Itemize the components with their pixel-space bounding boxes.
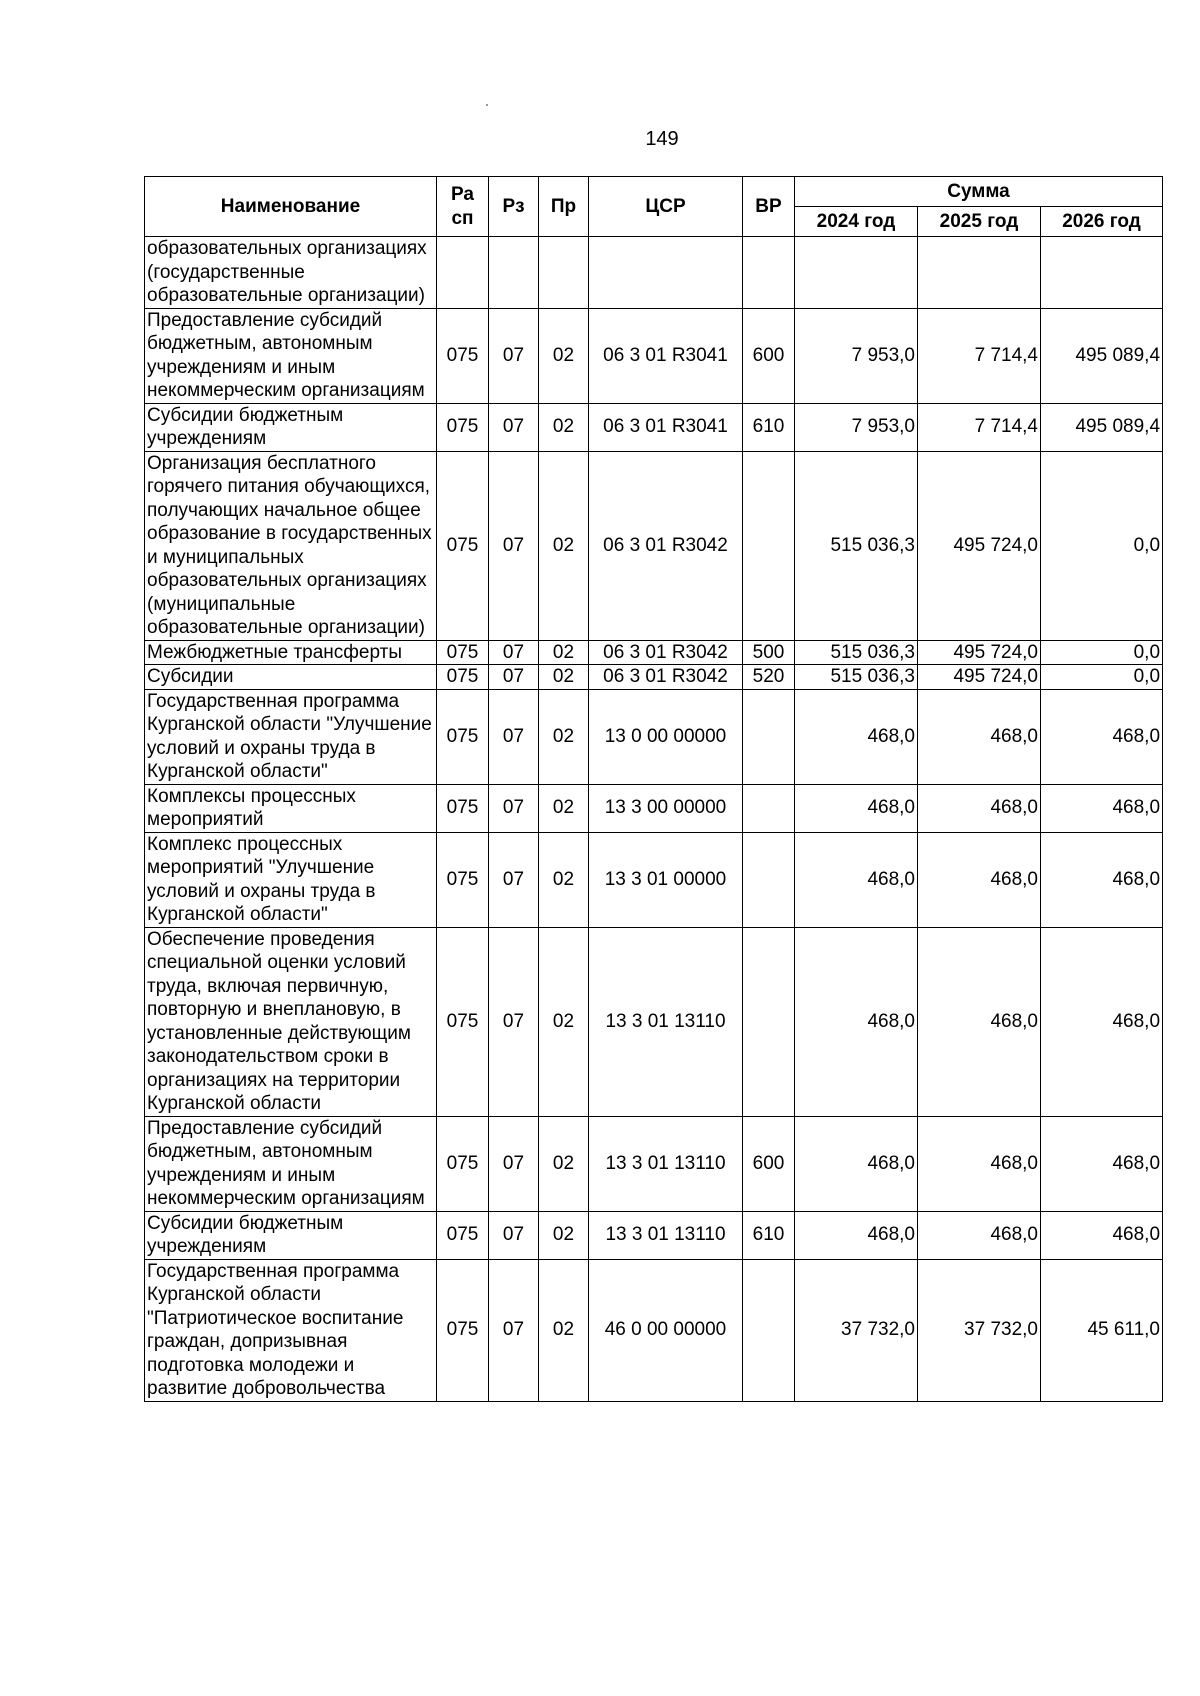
header-rasp: Ра сп (437, 177, 489, 237)
cell-rasp: 075 (437, 1116, 489, 1211)
cell-2026 (1041, 237, 1163, 309)
cell-2026: 468,0 (1041, 1211, 1163, 1259)
cell-csr: 13 3 01 13110 (589, 1116, 743, 1211)
cell-2026: 468,0 (1041, 927, 1163, 1116)
cell-2024: 515 036,3 (795, 640, 918, 665)
cell-2025: 468,0 (918, 1116, 1041, 1211)
table-row (145, 689, 1163, 784)
table-row (145, 1116, 1163, 1211)
cell-2025: 468,0 (918, 832, 1041, 927)
cell-vr: 600 (743, 1116, 795, 1211)
cell-vr (743, 451, 795, 640)
cell-name: Организация бесплатного горячего питания обучающихся, получающих начальное общее образование в государственных и муниципальных образовательных организациях (муниципальные образовательные организации) (145, 451, 437, 640)
cell-rz: 07 (489, 451, 539, 640)
cell-vr (743, 927, 795, 1116)
table-row (145, 1259, 1163, 1401)
cell-name: Межбюджетные трансферты (145, 640, 437, 665)
cell-2026: 495 089,4 (1041, 308, 1163, 403)
cell-csr: 13 3 01 13110 (589, 1211, 743, 1259)
header-sum: Сумма (795, 177, 1163, 207)
cell-csr: 13 3 01 00000 (589, 832, 743, 927)
cell-rz: 07 (489, 640, 539, 665)
table-row (145, 1211, 1163, 1259)
cell-2024: 515 036,3 (795, 451, 918, 640)
table-body (145, 237, 1163, 1402)
cell-rz: 07 (489, 927, 539, 1116)
cell-2026: 0,0 (1041, 665, 1163, 690)
cell-name: Комплексы процессных мероприятий (145, 784, 437, 832)
cell-name: Комплекс процессных мероприятий "Улучшение условий и охраны труда в Курганской области" (145, 832, 437, 927)
cell-2024: 468,0 (795, 927, 918, 1116)
cell-rz: 07 (489, 403, 539, 451)
cell-2025: 495 724,0 (918, 640, 1041, 665)
cell-2025: 37 732,0 (918, 1259, 1041, 1401)
cell-2024: 37 732,0 (795, 1259, 918, 1401)
cell-rz: 07 (489, 1211, 539, 1259)
cell-rasp: 075 (437, 1211, 489, 1259)
cell-2024: 7 953,0 (795, 403, 918, 451)
table-row (145, 308, 1163, 403)
cell-csr: 06 3 01 R3042 (589, 665, 743, 690)
cell-2025: 7 714,4 (918, 403, 1041, 451)
cell-name: Государственная программа Курганской области "Патриотическое воспитание граждан, допризывная подготовка молодежи и развитие добровольчества (145, 1259, 437, 1401)
cell-2025: 495 724,0 (918, 665, 1041, 690)
cell-name: Предоставление субсидий бюджетным, автономным учреждениям и иным некоммерческим организациям (145, 1116, 437, 1211)
cell-rasp: 075 (437, 689, 489, 784)
cell-csr: 46 0 00 00000 (589, 1259, 743, 1401)
cell-2026: 468,0 (1041, 689, 1163, 784)
cell-2025: 468,0 (918, 784, 1041, 832)
cell-rz: 07 (489, 689, 539, 784)
table-row (145, 640, 1163, 665)
cell-pr: 02 (539, 927, 589, 1116)
cell-vr: 610 (743, 403, 795, 451)
cell-name: образовательных организациях (государственные образовательные организации) (145, 237, 437, 309)
cell-vr: 500 (743, 640, 795, 665)
budget-table (144, 176, 1163, 1402)
cell-2025: 7 714,4 (918, 308, 1041, 403)
cell-rasp: 075 (437, 403, 489, 451)
cell-csr: 06 3 01 R3041 (589, 308, 743, 403)
cell-csr: 06 3 01 R3042 (589, 451, 743, 640)
cell-name: Государственная программа Курганской области "Улучшение условий и охраны труда в Курганской области" (145, 689, 437, 784)
cell-2026: 0,0 (1041, 451, 1163, 640)
cell-rasp: 075 (437, 784, 489, 832)
scan-speck (486, 104, 488, 106)
table-row (145, 403, 1163, 451)
cell-name: Субсидии (145, 665, 437, 690)
table-row (145, 237, 1163, 309)
cell-pr: 02 (539, 832, 589, 927)
cell-pr: 02 (539, 1116, 589, 1211)
cell-pr: 02 (539, 308, 589, 403)
header-vr: ВР (743, 177, 795, 237)
cell-vr (743, 689, 795, 784)
cell-2026: 45 611,0 (1041, 1259, 1163, 1401)
table-row (145, 832, 1163, 927)
header-csr: ЦСР (589, 177, 743, 237)
cell-rasp: 075 (437, 1259, 489, 1401)
cell-rz (489, 237, 539, 309)
cell-rz: 07 (489, 308, 539, 403)
page-number: 149 (645, 128, 679, 150)
table-row (145, 927, 1163, 1116)
cell-rz: 07 (489, 1259, 539, 1401)
cell-name: Субсидии бюджетным учреждениям (145, 1211, 437, 1259)
table-header (145, 177, 1163, 237)
cell-2025: 495 724,0 (918, 451, 1041, 640)
cell-rasp (437, 237, 489, 309)
cell-name: Обеспечение проведения специальной оценки условий труда, включая первичную, повторную и внеплановую, в установленные действующим законодательством сроки в организациях на территории Курганской области (145, 927, 437, 1116)
cell-2026: 468,0 (1041, 832, 1163, 927)
cell-pr: 02 (539, 403, 589, 451)
cell-rasp: 075 (437, 665, 489, 690)
cell-vr: 600 (743, 308, 795, 403)
cell-vr (743, 1259, 795, 1401)
cell-csr: 06 3 01 R3042 (589, 640, 743, 665)
cell-2026: 0,0 (1041, 640, 1163, 665)
cell-rz: 07 (489, 665, 539, 690)
header-pr: Пр (539, 177, 589, 237)
cell-2024: 468,0 (795, 1116, 918, 1211)
table-row (145, 784, 1163, 832)
header-name: Наименование (145, 177, 437, 237)
cell-2025: 468,0 (918, 689, 1041, 784)
cell-pr: 02 (539, 451, 589, 640)
cell-pr (539, 237, 589, 309)
cell-2026: 468,0 (1041, 1116, 1163, 1211)
header-rz: Рз (489, 177, 539, 237)
cell-rz: 07 (489, 832, 539, 927)
cell-2024: 468,0 (795, 1211, 918, 1259)
cell-2024: 468,0 (795, 784, 918, 832)
cell-vr (743, 832, 795, 927)
cell-rasp: 075 (437, 451, 489, 640)
cell-vr: 610 (743, 1211, 795, 1259)
cell-name: Субсидии бюджетным учреждениям (145, 403, 437, 451)
table-row (145, 665, 1163, 690)
header-2026: 2026 год (1041, 207, 1163, 237)
cell-2024: 515 036,3 (795, 665, 918, 690)
cell-pr: 02 (539, 1259, 589, 1401)
cell-2025: 468,0 (918, 927, 1041, 1116)
cell-rasp: 075 (437, 832, 489, 927)
cell-csr: 13 0 00 00000 (589, 689, 743, 784)
cell-2024: 468,0 (795, 689, 918, 784)
table-row (145, 451, 1163, 640)
cell-pr: 02 (539, 1211, 589, 1259)
cell-2024 (795, 237, 918, 309)
cell-2026: 468,0 (1041, 784, 1163, 832)
cell-csr: 06 3 01 R3041 (589, 403, 743, 451)
cell-2025 (918, 237, 1041, 309)
cell-vr (743, 784, 795, 832)
cell-2024: 468,0 (795, 832, 918, 927)
cell-pr: 02 (539, 689, 589, 784)
cell-pr: 02 (539, 640, 589, 665)
cell-vr (743, 237, 795, 309)
cell-rz: 07 (489, 1116, 539, 1211)
cell-pr: 02 (539, 784, 589, 832)
cell-2026: 495 089,4 (1041, 403, 1163, 451)
cell-csr (589, 237, 743, 309)
header-2024: 2024 год (795, 207, 918, 237)
cell-csr: 13 3 00 00000 (589, 784, 743, 832)
cell-pr: 02 (539, 665, 589, 690)
cell-2025: 468,0 (918, 1211, 1041, 1259)
cell-rasp: 075 (437, 640, 489, 665)
cell-name: Предоставление субсидий бюджетным, автономным учреждениям и иным некоммерческим организациям (145, 308, 437, 403)
cell-rasp: 075 (437, 927, 489, 1116)
header-2025: 2025 год (918, 207, 1041, 237)
cell-rasp: 075 (437, 308, 489, 403)
cell-csr: 13 3 01 13110 (589, 927, 743, 1116)
cell-vr: 520 (743, 665, 795, 690)
cell-rz: 07 (489, 784, 539, 832)
cell-2024: 7 953,0 (795, 308, 918, 403)
